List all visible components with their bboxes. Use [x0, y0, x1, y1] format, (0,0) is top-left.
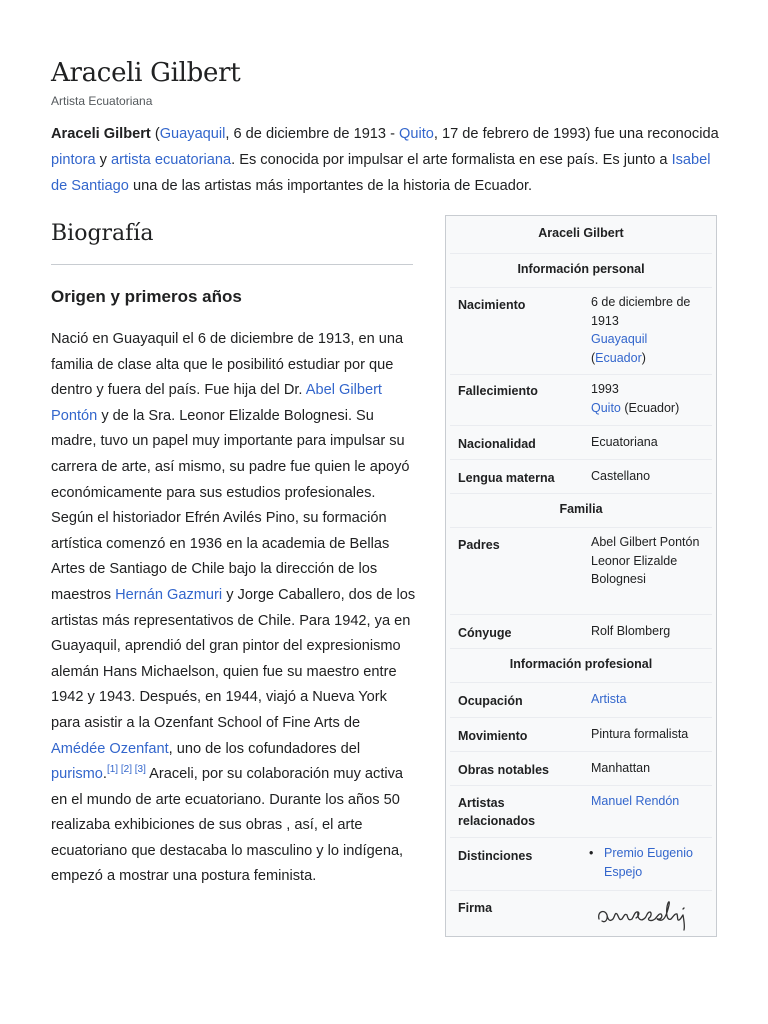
infobox-label: Ocupación [458, 694, 523, 708]
infobox-row-fallecimiento [450, 374, 712, 432]
infobox-section-personal: Información personal [450, 262, 712, 276]
reference-2[interactable]: [2] [120, 764, 132, 776]
paren: ( [591, 350, 596, 365]
link-quito[interactable]: Quito [399, 126, 434, 142]
infobox-row-firma [450, 890, 712, 935]
infobox-row-distinciones [450, 837, 712, 891]
infobox-value: Pintura formalista [591, 727, 689, 741]
infobox-value [591, 380, 713, 417]
infobox-row-padres [450, 527, 712, 615]
body-text: Araceli, por su colaboración muy activa en el mundo de arte ecuatoriano. Durante los años 50 realizaba exhibiciones de sus obras , así, el arte ecuatoriano que destacaba lo masculino y lo indígena, empezó a mostrar una postura feminista. [51, 766, 404, 885]
infobox-value: Rolf Blomberg [591, 624, 671, 638]
infobox-section-profesional: Información profesional [450, 657, 712, 671]
infobox-label: Lengua materna [458, 471, 555, 485]
infobox-label: Movimiento [458, 729, 528, 743]
section-divider [51, 264, 413, 265]
link-artista[interactable]: Artista [591, 692, 627, 706]
body-text: y de la Sra. Leonor Elizalde Bolognesi. Su madre, tuvo un papel muy importante para impulsar su carrera de arte, así mismo, su padre fue quien le apoyó económicamente para sus estudios profesionales. Según el historiador Efrén Avilés Pino, su formación artística comenzó en 1936 en la academia de Bellas Artes de Santiago de Chile bajo la dirección de los maestros [51, 407, 410, 603]
reference-1[interactable]: [1] [106, 764, 119, 776]
infobox-row-nacionalidad [450, 425, 712, 460]
link-guayaquil[interactable]: Guayaquil [159, 126, 226, 142]
infobox-label: Firma [458, 901, 493, 915]
page-title: Araceli Gilbert [51, 58, 241, 88]
body-text: y Jorge Caballero, dos de los artistas más representativos de Chile. Para 1942, ya en Guayaquil, aprendió del gran pintor del expresionismo alemán Hans Michaelson, quien fue su maestro entre 1942 y 1943. Después, en 1944, viajó a Nueva York para asistir a la Ozenfant School of Fine Arts de [51, 586, 416, 731]
paren: ) [641, 350, 646, 365]
infobox-label: Fallecimiento [458, 384, 538, 398]
infobox-section [450, 253, 712, 288]
link-ecuador[interactable]: Ecuador [595, 350, 642, 365]
link-pintora[interactable]: pintora [51, 152, 96, 168]
infobox-value: Ecuatoriana [591, 435, 658, 449]
parent-father: Abel Gilbert Pontón [591, 535, 700, 549]
biography-paragraph [51, 327, 416, 890]
page-subtitle: Artista Ecuatoriana [51, 94, 153, 108]
infobox-row-ocupacion [450, 682, 712, 718]
infobox-value: Castellano [591, 469, 651, 483]
link-artista-ecuatoriana[interactable]: artista ecuatoriana [111, 152, 232, 168]
lead-text: ( [150, 126, 160, 142]
infobox-label: Cónyuge [458, 626, 512, 640]
body-text: , uno de los cofundadores del [168, 740, 361, 757]
reference-3[interactable]: [3] [134, 764, 146, 776]
lead-paragraph [51, 121, 721, 199]
infobox-row-artistas [450, 785, 712, 838]
infobox-row-movimiento [450, 717, 712, 752]
birth-date: 6 de diciembre de 1913 [591, 295, 691, 328]
infobox-label: Nacionalidad [458, 437, 536, 451]
infobox-title: Araceli Gilbert [450, 226, 712, 240]
link-abel-gilbert[interactable]: Abel Gilbert Pontón [51, 382, 382, 424]
infobox-label: Padres [458, 538, 500, 552]
death-country: (Ecuador) [620, 400, 680, 415]
lead-text: , 6 de diciembre de 1913 - [225, 126, 400, 142]
section-heading: Biografía [51, 221, 154, 246]
distinction-item [591, 844, 713, 881]
infobox [445, 215, 717, 937]
signature-image [595, 897, 707, 931]
infobox-value [591, 293, 713, 367]
infobox-value [591, 533, 713, 589]
subsection-heading: Origen y primeros años [51, 287, 242, 306]
infobox-label: Nacimiento [458, 298, 526, 312]
infobox-section-familia: Familia [450, 502, 712, 516]
death-year: 1993 [591, 382, 619, 396]
link-purismo[interactable]: purismo [51, 766, 103, 783]
link-amedee-ozenfant[interactable]: Amédée Ozenfant [51, 740, 169, 757]
infobox-section [450, 648, 712, 683]
infobox-label: Artistas relacionados [458, 796, 536, 828]
body-text: Nació en Guayaquil el 6 de diciembre de 1913, en una familia de clase alta que le posibilitó estudiar por que dentro y fuera del país. Fue hija del Dr. [51, 331, 404, 399]
link-hernan-gazmuri[interactable]: Hernán Gazmuri [115, 586, 223, 603]
lead-text: y [95, 152, 112, 168]
link-premio-eugenio-espejo[interactable]: Premio Eugenio Espejo [604, 846, 693, 879]
infobox-row-conyuge [450, 614, 712, 649]
link-quito-infobox[interactable]: Quito [591, 400, 621, 415]
infobox-value: Manhattan [591, 761, 651, 775]
infobox-row-lengua [450, 459, 712, 494]
link-manuel-rendon[interactable]: Manuel Rendón [591, 794, 680, 808]
link-isabel-de-santiago[interactable]: Isabel de Santiago [51, 152, 711, 194]
lead-text: una de las artistas más importantes de la historia de Ecuador. [128, 178, 533, 194]
lead-name: Araceli Gilbert [51, 126, 151, 142]
infobox-row-obras [450, 751, 712, 786]
infobox-row-nacimiento [450, 287, 712, 375]
body-text: . [102, 766, 107, 783]
lead-text: . Es conocida por impulsar el arte formalista en ese país. Es junto a [231, 152, 672, 168]
infobox-label: Obras notables [458, 763, 549, 777]
parent-mother: Leonor Elizalde Bolognesi [591, 553, 678, 586]
infobox-section [450, 493, 712, 528]
lead-text: , 17 de febrero de 1993) fue una reconocida [433, 126, 719, 142]
link-guayaquil-infobox[interactable]: Guayaquil [591, 332, 648, 346]
infobox-label: Distinciones [458, 849, 533, 863]
